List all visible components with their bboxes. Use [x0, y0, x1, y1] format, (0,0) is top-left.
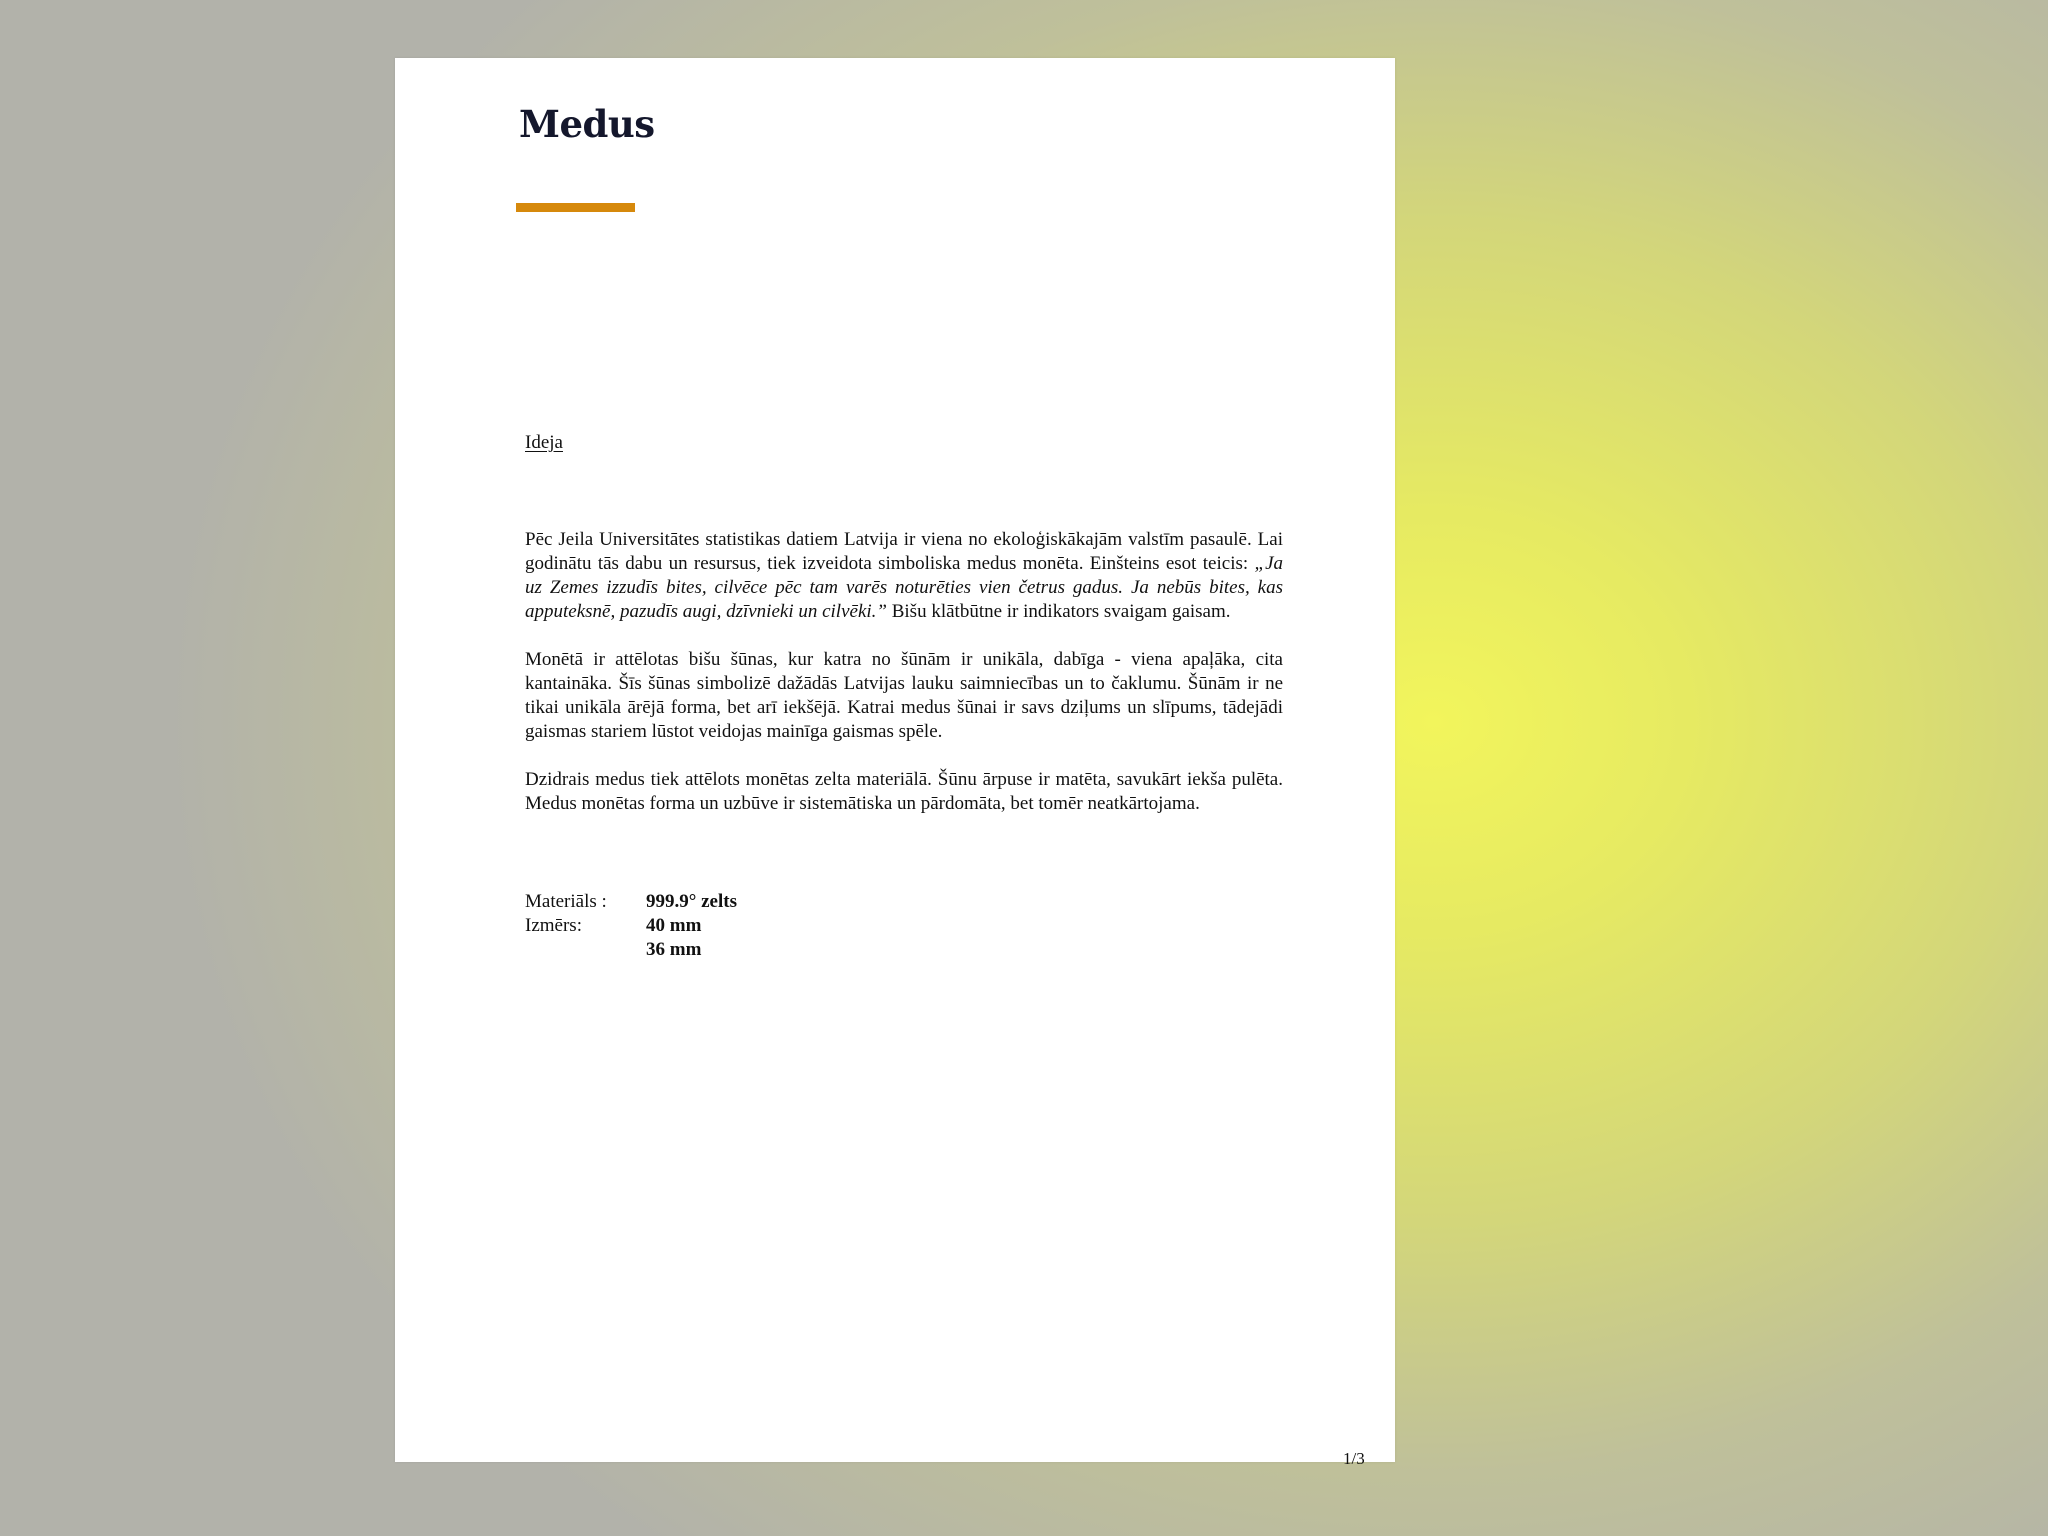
- spec-value: 40 mm: [646, 915, 702, 936]
- einstein-quote: „Ja uz Zemes izzudīs bites, cilvēce pēc tam varēs noturēties vien četrus gadus. Ja nebūs bites, kas apputeksnē, pazudīs augi, dzīvnieki un cilvēki.”: [525, 553, 1283, 622]
- spec-row-size-2: [525, 938, 737, 962]
- paragraph-1: [525, 528, 1283, 624]
- spec-row-size: [525, 914, 737, 938]
- body-text: [525, 528, 1283, 840]
- spec-value: 999.9° zelts: [646, 891, 737, 912]
- paragraph-1-intro: Pēc Jeila Universitātes statistikas datiem Latvija ir viena no ekoloģiskākajām valstīm pasaulē. Lai godinātu tās dabu un resursus, tiek izveidota simboliska medus monēta. Einšteins esot teicis:: [525, 529, 1283, 574]
- paragraph-3: Dzidrais medus tiek attēlots monētas zelta materiālā. Šūnu ārpuse ir matēta, savukārt iekša pulēta. Medus monētas forma un uzbūve ir sistemātiska un pārdomāta, bet tomēr neatkārtojama.: [525, 769, 1283, 814]
- spec-label: Materiāls :: [525, 891, 607, 912]
- document-title: Medus: [519, 102, 655, 146]
- spec-label: Izmērs:: [525, 915, 582, 936]
- spec-value: 36 mm: [646, 939, 702, 960]
- paragraph-2: Monētā ir attēlotas bišu šūnas, kur katra no šūnām ir unikāla, dabīga - viena apaļāka, cita kantaināka. Šīs šūnas simbolizē dažādās Latvijas lauku saimniecības un to čaklumu. Šūnām ir ne tikai unikāla ārējā forma, bet arī iekšējā. Katrai medus šūnai ir savs dziļums un slīpums, tādejādi gaismas stariem lūstot veidojas mainīga gaismas spēle.: [525, 649, 1283, 742]
- spec-label: [525, 938, 646, 962]
- document-page: [395, 58, 1395, 1468]
- section-heading: Ideja: [525, 432, 563, 453]
- spec-row-material: [525, 890, 737, 914]
- paragraph-1-outro: Bišu klātbūtne ir indikators svaigam gaisam.: [886, 601, 1231, 622]
- specifications: [525, 890, 737, 962]
- page-number: 1/3: [1343, 1449, 1365, 1468]
- title-underline-rule: [516, 203, 635, 212]
